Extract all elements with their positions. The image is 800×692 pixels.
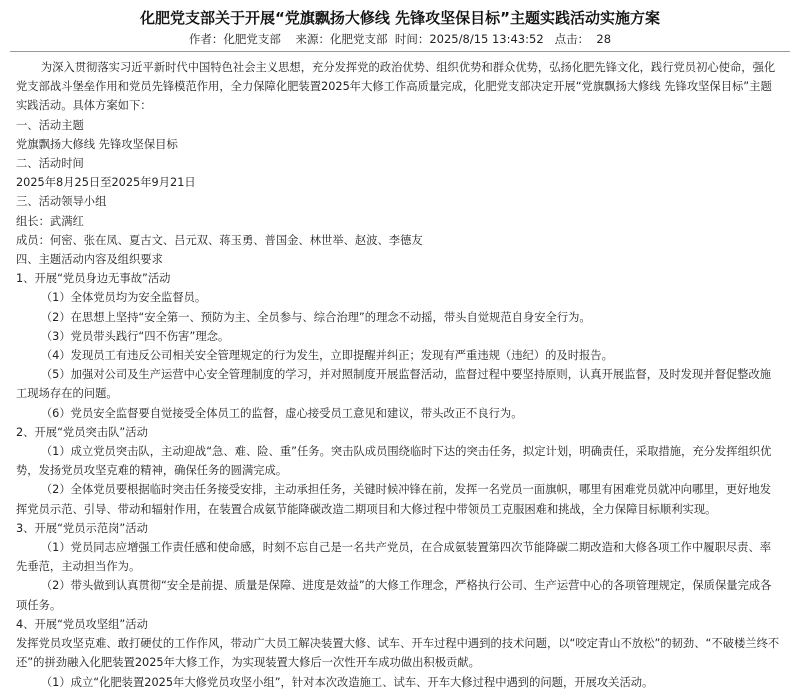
source-value: 化肥党支部 (330, 32, 388, 46)
section-heading: 四、主题活动内容及组织要求 (16, 253, 163, 267)
paragraph: （6）党员安全监督要自觉接受全体员工的监督，虚心接受员工意见和建议，带头改正不良行为。 (40, 406, 523, 420)
time-label: 时间： (394, 32, 430, 46)
paragraph: （3）党员带头践行“四不伤害”理念。 (40, 329, 230, 343)
subsection-heading: 2、开展“党员突击队”活动 (16, 425, 148, 439)
paragraph: （1）党员同志应增强工作责任感和使命感，时刻不忘自己是一名共产党员，在合成氨装置第四次节能降碳二期改造和大修各项工作中履职尽责、率先垂范，主动担当作为。 (16, 541, 772, 574)
paragraph: （2）在思想上坚持“安全第一、预防为主、全员参与、综合治理”的理念不动摇，带头自觉规范自身安全行为。 (40, 310, 591, 324)
paragraph: （1）成立“化肥装置2025年大修党员攻坚小组”，针对本次改造施工、试车、开车大修过程中遇到的问题，开展攻关活动。 (40, 675, 654, 689)
paragraph: 发挥党员攻坚克难、敢打硬仗的工作作风，带动广大员工解决装置大修、试车、开车过程中遇到的技术问题，以“咬定青山不放松”的韧劲、“不破楼兰终不还”的拼劲融入化肥装置2025年大修工作，为实现装置大修后一次性开车成功做出积极贡献。 (16, 637, 780, 670)
author-label: 作者： (188, 32, 224, 46)
paragraph: （2）全体党员要根据临时突击任务接受安排，主动承担任务，关键时候冲锋在前，发挥一名党员一面旗帜，哪里有困难党员就冲向哪里，更好地发挥党员示范、引导、带动和辐射作用，在装置合成氨节能降碳改造二期项目和大修过程中带领员工克服困难和挑战，全力保障目标顺利实现。 (16, 483, 772, 516)
paragraph: （1）全体党员均为安全监督员。 (40, 291, 207, 305)
source-label: 来源： (295, 32, 331, 46)
article-title: 化肥党支部关于开展“党旗飘扬大修线 先锋攻坚保目标”主题实践活动实施方案 (140, 9, 660, 27)
paragraph: 党旗飘扬大修线 先锋攻坚保目标 (16, 137, 178, 151)
subsection-heading: 3、开展“党员示范岗”活动 (16, 521, 148, 535)
paragraph: （4）发现员工有违反公司相关安全管理规定的行为发生，立即提醒并纠正；发现有严重违规（违纪）的及时报告。 (40, 349, 613, 363)
intro-paragraph: 为深入贯彻落实习近平新时代中国特色社会主义思想，充分发挥党的政治优势、组织优势和群众优势，弘扬化肥先锋文化，践行党员初心使命，强化党支部战斗堡垒作用和党员先锋模范作用，全力保障化肥装置2025年大修工作高质量完成，化肥党支部决定开展“党旗飘扬大修线 先锋攻坚保目标”主题实践活动。具体方案如下： (16, 61, 776, 113)
paragraph: 成员：何密、张在凤、夏古文、吕元双、蒋玉勇、普国金、林世举、赵波、李德友 (16, 233, 423, 247)
paragraph: （5）加强对公司及生产运营中心安全管理制度的学习，并对照制度开展监督活动，监督过程中要坚持原则，认真开展监督，及时发现并督促整改施工现场存在的问题。 (16, 368, 772, 401)
clicks-label: 点击： (554, 32, 590, 46)
paragraph: 2025年8月25日至2025年9月21日 (16, 176, 196, 190)
time-value: 2025/8/15 13:43:52 (429, 32, 544, 46)
subsection-heading: 1、开展“党员身边无事故”活动 (16, 272, 171, 286)
paragraph: （2）带头做到认真贯彻“安全是前提、质量是保障、进度是效益”的大修工作理念，严格执行公司、生产运营中心的各项管理规定，保质保量完成各项任务。 (16, 579, 772, 612)
article-meta (10, 31, 790, 47)
section-heading: 三、活动领导小组 (16, 195, 107, 209)
subsection-heading: 4、开展“党员攻坚组”活动 (16, 617, 148, 631)
title-divider (10, 51, 790, 52)
clicks-value: 28 (596, 32, 612, 46)
paragraph: （1）成立党员突击队，主动迎战“急、难、险、重”任务。突击队成员围绕临时下达的突击任务，拟定计划，明确责任，采取措施，充分发挥组织优势，发扬党员攻坚克难的精神，确保任务的圆满完成。 (16, 445, 772, 478)
section-heading: 一、活动主题 (16, 118, 84, 132)
article-body (10, 58, 790, 692)
section-heading: 二、活动时间 (16, 157, 84, 171)
paragraph: 组长：武满红 (16, 214, 84, 228)
author-value: 化肥党支部 (223, 32, 281, 46)
